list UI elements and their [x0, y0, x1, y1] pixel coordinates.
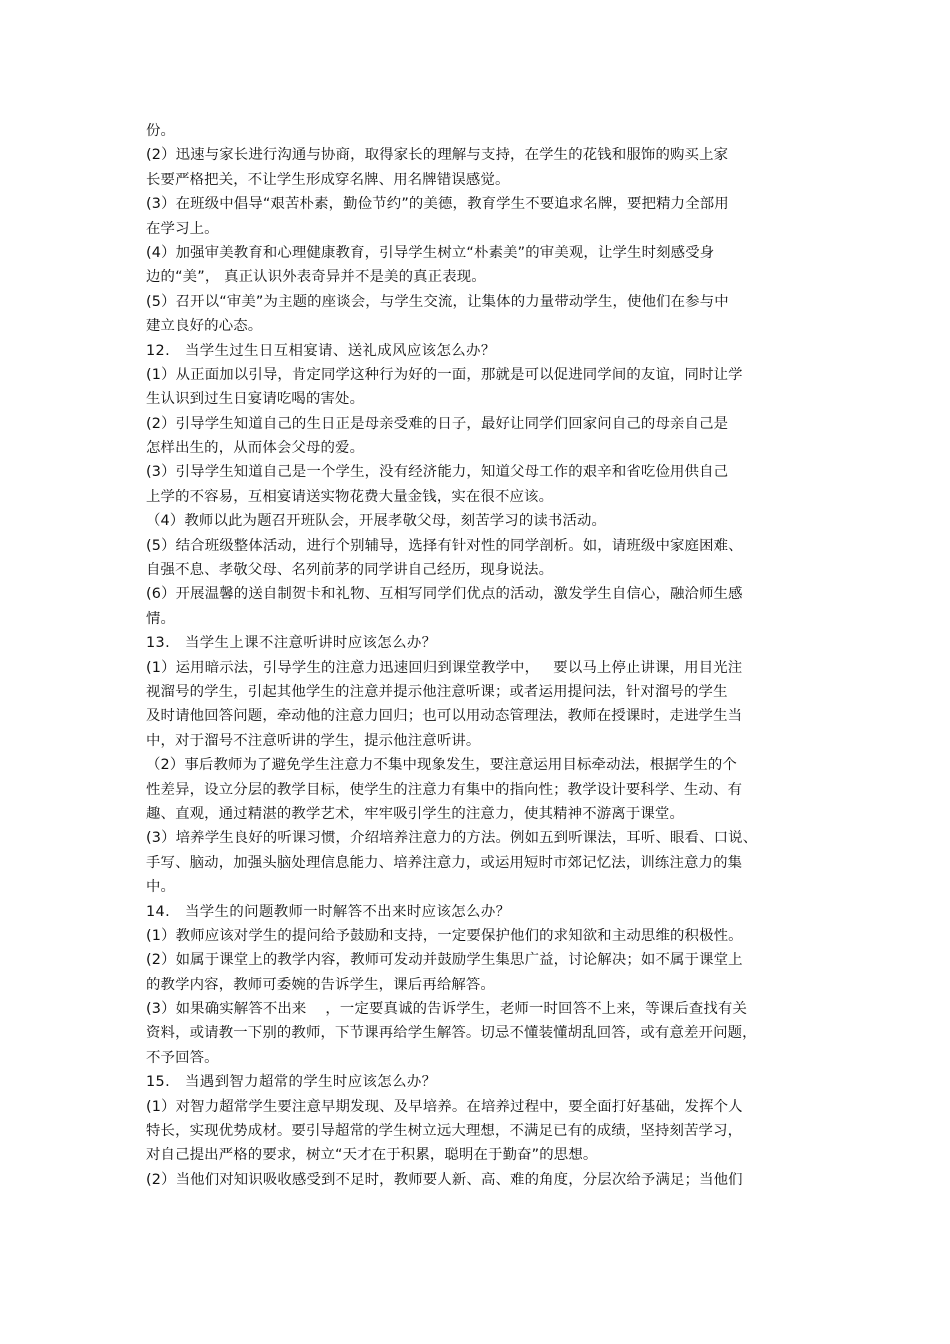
text-line: 长要严格把关，不让学生形成穿名牌、用名牌错误感觉。: [146, 171, 510, 188]
text-line: 及时请他回答问题，牵动他的注意力回归；也可以用动态管理法，教师在授课时，走进学生当: [146, 708, 743, 725]
text-line: 中，对于溜号不注意听讲的学生，提示他注意听讲。: [146, 732, 481, 749]
text-line: 对自己提出严格的要求，树立“天才在于积累，聪明在于勤奋”的思想。: [146, 1147, 598, 1164]
text-line: 自强不息、孝敬父母、名列前茅的同学讲自己经历，现身说法。: [146, 562, 554, 579]
text-line: （2）事后教师为了避免学生注意力不集中现象发生，要注意运用目标牵动法，根据学生的个: [146, 757, 737, 774]
text-line: 建立良好的心态。: [146, 318, 263, 335]
question-heading: 13. 当学生上课不注意听讲时应该怎么办？: [146, 635, 437, 652]
text-line: (3）培养学生良好的听课习惯，介绍培养注意力的方法。例如五到听课法，耳听、眼看、口说、: [146, 830, 758, 847]
text-line: (3）引导学生知道自己是一个学生，没有经济能力，知道父母工作的艰辛和省吃俭用供自己: [146, 464, 729, 481]
text-line: 中。: [146, 879, 176, 896]
text-line: (2）引导学生知道自己的生日正是母亲受难的日子，最好让同学们回家问自己的母亲自己是: [146, 415, 729, 432]
text-line: 性差异，设立分层的教学目标，使学生的注意力有集中的指向性；教学设计要科学、生动、有: [146, 781, 743, 798]
text-line: 不予回答。: [146, 1049, 219, 1066]
text-line: 趣、直观，通过精湛的教学艺术，牢牢吸引学生的注意力，使其精神不游离于课堂。: [146, 805, 685, 822]
text-line: (5）召开以“审美”为主题的座谈会，与学生交流，让集体的力量带动学生，使他们在参与中: [146, 293, 729, 310]
text-line: 特长，实现优势成材。要引导超常的学生树立远大理想，不满足已有的成绩，坚持刻苦学习，: [146, 1123, 743, 1140]
text-line: (2）迅速与家长进行沟通与协商，取得家长的理解与支持，在学生的花钱和服饰的购买上家: [146, 147, 729, 164]
text-line: 份。: [146, 123, 176, 139]
text-line: (4）加强审美教育和心理健康教育，引导学生树立“朴素美”的审美观，让学生时刻感受身: [146, 244, 715, 261]
question-heading: 12. 当学生过生日互相宴请、送礼成风应该怎么办？: [146, 342, 496, 359]
text-line: (5）结合班级整体活动，进行个别辅导，选择有针对性的同学剖析。如，请班级中家庭困难、: [146, 537, 743, 554]
text-line: 在学习上。: [146, 220, 219, 237]
text-line: (2）当他们对知识吸收感受到不足时，教师要人新、高、难的角度，分层次给予满足；当他们: [146, 1171, 743, 1188]
text-line: (1）运用暗示法，引导学生的注意力迅速回归到课堂教学中， 要以马上停止讲课，用目光注: [146, 659, 743, 676]
text-line: 的教学内容，教师可委婉的告诉学生，课后再给解答。: [146, 976, 495, 993]
text-line: (1）从正面加以引导，肯定同学这种行为好的一面，那就是可以促进同学间的友谊，同时让学: [146, 366, 743, 383]
text-line: 情。: [146, 610, 176, 627]
text-line: 边的“美”， 真正认识外表奇异并不是美的真正表现。: [146, 269, 486, 286]
text-line: 手写、脑动，加强头脑处理信息能力、培养注意力，或运用短时市郊记忆法，训练注意力的集: [146, 854, 743, 871]
text-line: 上学的不容易，互相宴请送实物花费大量金钱，实在很不应该。: [146, 488, 554, 505]
text-line: (6）开展温馨的送自制贺卡和礼物、互相写同学们优点的活动，激发学生自信心，融洽师生感: [146, 586, 743, 603]
text-line: (2）如属于课堂上的教学内容，教师可发动并鼓励学生集思广益，讨论解决；如不属于课堂上: [146, 952, 743, 969]
text-line: 怎样出生的，从而体会父母的爱。: [146, 440, 365, 457]
text-line: 资料，或请教一下别的教师，下节课再给学生解答。切忌不懂装懂胡乱回答，或有意差开问题，: [146, 1025, 757, 1042]
text-line: 生认识到过生日宴请吃喝的害处。: [146, 391, 365, 408]
document-page: [146, 119, 816, 1192]
text-line: (1）对智力超常学生要注意早期发现、及早培养。在培养过程中，要全面打好基础，发挥个人: [146, 1098, 743, 1115]
question-heading: 14. 当学生的问题教师一时解答不出来时应该怎么办？: [146, 903, 511, 920]
text-line: (3）在班级中倡导“艰苦朴素，勤俭节约”的美德，教育学生不要追求名牌，要把精力全部用: [146, 196, 729, 213]
text-line: （4）教师以此为题召开班队会，开展孝敬父母，刻苦学习的读书活动。: [146, 513, 607, 530]
text-line: (1）教师应该对学生的提问给予鼓励和支持，一定要保护他们的求知欲和主动思维的积极性。: [146, 927, 743, 944]
text-line: (3）如果确实解答不出来 ，一定要真诚的告诉学生，老师一时回答不上来，等课后查找有关: [146, 1001, 748, 1018]
question-heading: 15. 当遇到智力超常的学生时应该怎么办？: [146, 1074, 437, 1091]
text-line: 视溜号的学生，引起其他学生的注意并提示他注意听课；或者运用提问法，针对溜号的学生: [146, 683, 728, 700]
